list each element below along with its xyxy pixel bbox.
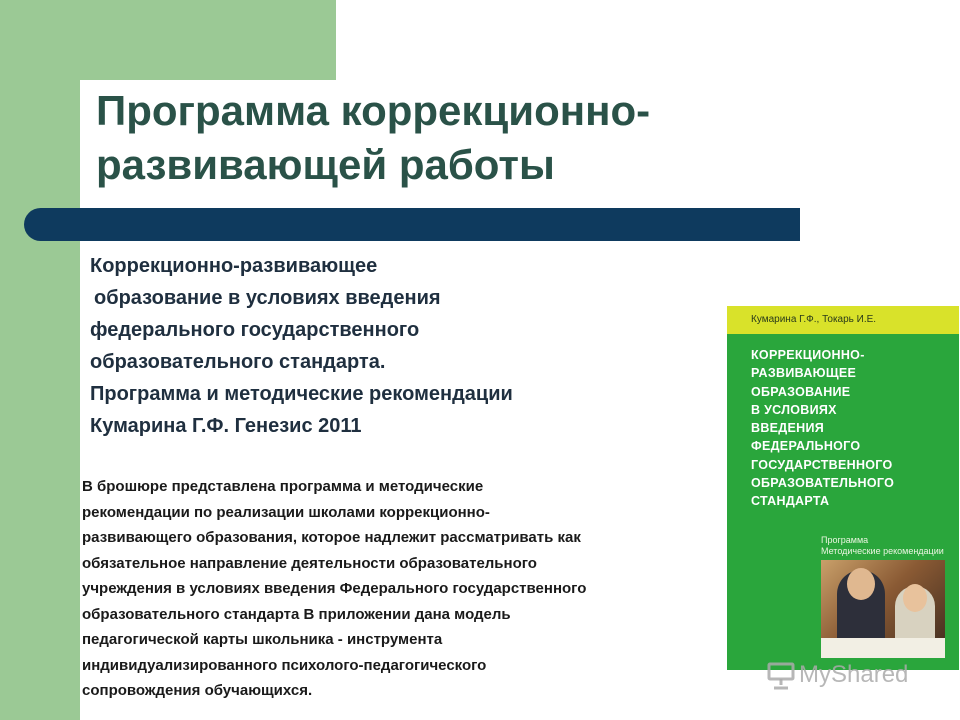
- book-cover-image: [727, 306, 959, 670]
- description-line: учреждения в условиях введения Федерального государственного: [82, 580, 587, 597]
- description-line: образовательного стандарта В приложении дана модель: [82, 605, 511, 623]
- book-reference-line: Кумарина Г.Ф. Генезис 2011: [90, 415, 362, 437]
- left-green-strip: [0, 0, 80, 720]
- book-reference-line: федерального государственного: [90, 319, 420, 341]
- watermark-text: MyShared: [799, 661, 909, 688]
- description-line: развивающего образования, которое надлежит рассматривать как: [82, 529, 581, 546]
- description-line: рекомендации по реализации школами коррекционно-: [82, 503, 490, 521]
- book-cover-title-line: КОРРЕКЦИОННО-: [751, 348, 865, 362]
- photo-desk: [821, 638, 945, 658]
- book-cover-authors: Кумарина Г.Ф., Токарь И.Е.: [727, 306, 959, 334]
- book-cover-title-line: ГОСУДАРСТВЕННОГО: [751, 457, 893, 472]
- slide-title: [96, 84, 796, 192]
- slide-title-line-1: Программа коррекционно-: [96, 87, 651, 134]
- book-cover-subtitle-program: Программа: [821, 535, 869, 545]
- book-cover-title-line: ВВЕДЕНИЯ: [751, 421, 825, 436]
- book-cover-photo: [821, 560, 945, 658]
- book-cover-title-line: ОБРАЗОВАНИЕ: [751, 384, 851, 399]
- book-reference: [90, 250, 650, 442]
- book-cover-subtitle-recommendations: Методические рекомендации: [821, 546, 944, 556]
- photo-girl-head: [903, 584, 927, 612]
- book-cover-title-line: ОБРАЗОВАТЕЛЬНОГО: [751, 476, 895, 491]
- description-line: педагогической карты школьника - инструмента: [82, 631, 443, 648]
- book-cover-title-line: РАЗВИВАЮЩЕЕ: [751, 366, 857, 381]
- projector-screen-icon: [766, 662, 796, 690]
- book-reference-line: образовательного стандарта.: [90, 351, 386, 373]
- myshared-watermark: [766, 658, 908, 692]
- book-cover-title: [751, 346, 951, 511]
- photo-boy-head: [847, 568, 875, 600]
- book-cover-title-line: СТАНДАРТА: [751, 494, 830, 509]
- book-cover-title-line: В УСЛОВИЯХ: [751, 402, 837, 417]
- book-cover-title-line: ФЕДЕРАЛЬНОГО: [751, 439, 861, 454]
- book-reference-line: Программа и методические рекомендации: [90, 383, 513, 405]
- description-line: индивидуализированного психолого-педагогического: [82, 656, 487, 674]
- book-reference-line: Коррекционно-развивающее: [90, 255, 378, 277]
- description-line: обязательное направление деятельности образовательного: [82, 554, 537, 572]
- description-paragraph: [82, 474, 712, 704]
- title-underline-bar: [24, 208, 800, 241]
- slide-title-line-2: развивающей работы: [96, 141, 555, 188]
- top-green-block: [80, 0, 336, 80]
- description-line: сопровождения обучающихся.: [82, 682, 313, 699]
- description-line: В брошюре представлена программа и методические: [82, 478, 484, 495]
- book-reference-line: образование в условиях введения: [94, 287, 441, 309]
